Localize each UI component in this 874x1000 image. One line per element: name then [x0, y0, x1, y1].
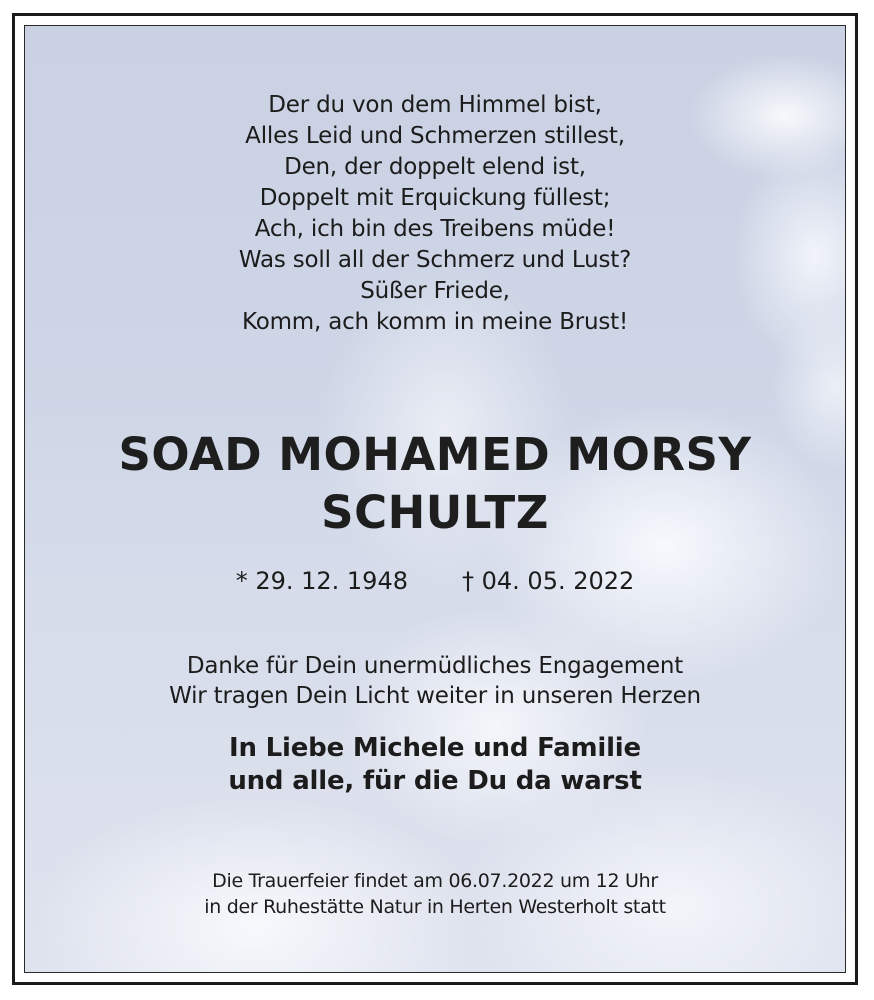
thanks-line: Danke für Dein unermüdliches Engagement	[186, 653, 684, 679]
poem-line: Komm, ach komm in meine Brust!	[241, 309, 629, 335]
poem-line: Süßer Friede,	[360, 278, 510, 304]
obituary-frame	[12, 13, 858, 985]
mourners-signature	[25, 732, 845, 798]
thanks-message	[25, 651, 845, 711]
obituary-content	[25, 26, 845, 972]
poem-line: Der du von dem Himmel bist,	[268, 92, 602, 118]
funeral-line: Die Trauerfeier findet am 06.07.2022 um 12 Uhr	[212, 870, 658, 892]
poem-line: Doppelt mit Erquickung füllest;	[259, 185, 611, 211]
sky-background-image	[24, 25, 846, 973]
poem-line: Ach, ich bin des Treibens müde!	[254, 216, 616, 242]
life-dates	[25, 566, 845, 596]
mourners-line: und alle, für die Du da warst	[228, 766, 642, 796]
birth-date: * 29. 12. 1948	[235, 567, 408, 595]
poem-line: Den, der doppelt elend ist,	[284, 154, 586, 180]
poem-line: Alles Leid und Schmerzen stillest,	[245, 123, 625, 149]
deceased-name	[25, 426, 845, 542]
poem	[25, 90, 845, 338]
deceased-name-line2: SCHULTZ	[321, 486, 549, 539]
mourners-line: In Liebe Michele und Familie	[229, 733, 641, 763]
funeral-line: in der Ruhestätte Natur in Herten Westerholt statt	[204, 896, 666, 918]
death-date: † 04. 05. 2022	[462, 567, 635, 595]
poem-line: Was soll all der Schmerz und Lust?	[238, 247, 632, 273]
funeral-info	[25, 868, 845, 920]
thanks-line: Wir tragen Dein Licht weiter in unseren Herzen	[169, 683, 701, 709]
deceased-name-line1: SOAD MOHAMED MORSY	[118, 428, 752, 481]
